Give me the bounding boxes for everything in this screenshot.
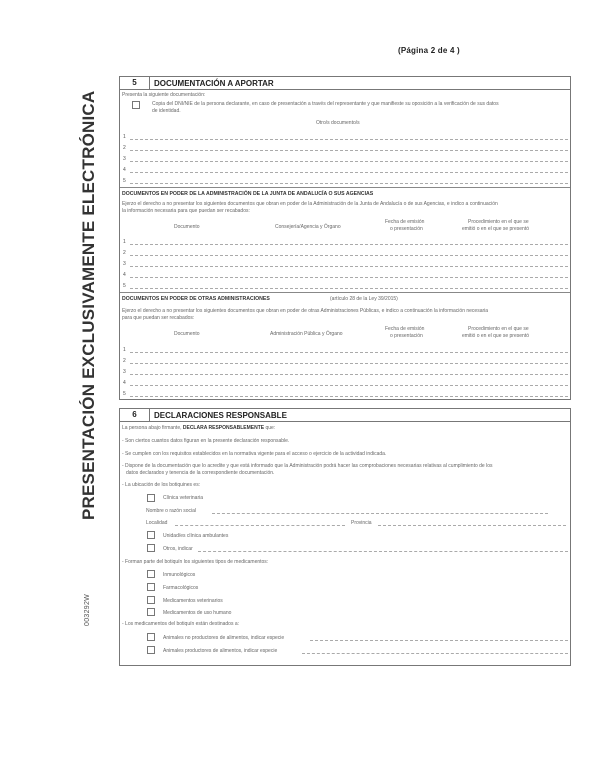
nombre-label: Nombre o razón social [146, 508, 197, 514]
otras-row-3[interactable] [130, 374, 568, 375]
declaration-line-6: - Los medicamentos del botiquín están destinados a: [122, 621, 240, 627]
divider [120, 292, 570, 293]
declaration-line-2: - Se cumplen con los requisitos establecidos en la normativa vigente para el acceso o ejercicio de la actividad indicada. [122, 451, 387, 457]
col-fecha-1: Fecha de emisión [385, 326, 425, 332]
other-doc-field-4[interactable] [130, 172, 568, 173]
col-procedimiento-2: emitió o en el que se presentó [462, 333, 529, 339]
junta-row-4[interactable] [130, 277, 568, 278]
page-indicator: (Página 2 de 4 ) [398, 46, 460, 55]
no-productores-label: Animales no productores de alimentos, indicar especie [163, 635, 285, 641]
provincia-field[interactable] [378, 525, 566, 526]
row-number: 1 [123, 134, 126, 140]
col-consejeria: Consejería/Agencia y Órgano [275, 224, 341, 230]
declaration-intro-a: La persona abajo firmante, [122, 425, 183, 431]
declaration-line-3a: - Dispone de la documentación que lo acredite y que está informado que la Administración podrá hacer las comprobaciones necesarias relativas al cumplimiento de los [122, 463, 493, 469]
junta-docs-text-1: Ejerzo el derecho a no presentar los siguientes documentos que obran en poder de la Administración de la Junta de Andalucía o de sus Agencias, e indico a continuación [122, 201, 498, 207]
localidad-field[interactable] [175, 525, 345, 526]
uso-humano-label: Medicamentos de uso humano [163, 610, 232, 616]
otras-docs-ref: (artículo 28 de la Ley 39/2015) [330, 296, 398, 302]
declaration-intro [122, 425, 275, 431]
declaration-line-4: - La ubicación de los botiquines es: [122, 482, 201, 488]
otras-row-4[interactable] [130, 385, 568, 386]
section-6-title: DECLARACIONES RESPONSABLE [154, 410, 287, 420]
col-procedimiento-2: emitió o en el que se presentó [462, 226, 529, 232]
veterinarios-label: Medicamentos veterinarios [163, 598, 223, 604]
col-documento: Documento [174, 331, 200, 337]
row-number: 3 [123, 261, 126, 267]
row-number: 1 [123, 347, 126, 353]
row-number: 4 [123, 167, 126, 173]
junta-row-5[interactable] [130, 288, 568, 289]
otras-row-2[interactable] [130, 363, 568, 364]
side-title: PRESENTACIÓN EXCLUSIVAMENTE ELECTRÓNICA [79, 90, 98, 520]
productores-label: Animales productores de alimentos, indicar especie [163, 648, 278, 654]
col-fecha-1: Fecha de emisión [385, 219, 425, 225]
nombre-field[interactable] [212, 513, 548, 514]
declaration-intro-c: que: [264, 425, 276, 431]
localidad-label: Localidad [146, 520, 168, 526]
otras-row-5[interactable] [130, 396, 568, 397]
col-procedimiento-1: Procedimiento en el que se [468, 219, 529, 225]
otras-docs-text-2: para que puedan ser recabados: [122, 315, 195, 321]
no-productores-field[interactable] [310, 640, 568, 641]
clinica-checkbox[interactable] [147, 494, 155, 502]
provincia-label: Provincia [351, 520, 372, 526]
otras-docs-text-1: Ejerzo el derecho a no presentar los siguientes documentos que obran en poder de otras Administraciones Públicas, e indico a continuación la información necesaria [122, 308, 489, 314]
other-doc-field-3[interactable] [130, 161, 568, 162]
unidades-checkbox[interactable] [147, 531, 155, 539]
section-5-header [120, 77, 570, 90]
row-number: 4 [123, 380, 126, 386]
section-5-documentation [119, 76, 571, 400]
row-number: 5 [123, 391, 126, 397]
section-6-number: 6 [120, 409, 150, 421]
col-fecha-2: o presentación [390, 333, 423, 339]
uso-humano-checkbox[interactable] [147, 608, 155, 616]
declaration-line-5: - Forman parte del botiquín los siguientes tipos de medicamentos: [122, 559, 269, 565]
junta-docs-text-2: la información necesaria para que puedan ser recabados: [122, 208, 250, 214]
section-6-declarations [119, 408, 571, 666]
farmacologicos-label: Farmacológicos [163, 585, 199, 591]
presenta-label: Presenta la siguiente documentación: [122, 92, 206, 98]
inmunologicos-checkbox[interactable] [147, 570, 155, 578]
row-number: 5 [123, 178, 126, 184]
row-number: 2 [123, 250, 126, 256]
row-number: 1 [123, 239, 126, 245]
dni-text-2: de identidad. [152, 108, 181, 114]
productores-checkbox[interactable] [147, 646, 155, 654]
form-code: 003292W [84, 593, 91, 626]
no-productores-checkbox[interactable] [147, 633, 155, 641]
col-documento: Documento [174, 224, 200, 230]
section-6-header [120, 409, 570, 422]
col-fecha-2: o presentación [390, 226, 423, 232]
row-number: 3 [123, 156, 126, 162]
row-number: 4 [123, 272, 126, 278]
otros-label: Otros, indicar [163, 546, 193, 552]
otros-field[interactable] [198, 551, 568, 552]
veterinarios-checkbox[interactable] [147, 596, 155, 604]
otros-checkbox[interactable] [147, 544, 155, 552]
other-doc-field-5[interactable] [130, 183, 568, 184]
productores-field[interactable] [302, 653, 568, 654]
clinica-label: Clínica veterinaria [163, 495, 204, 501]
junta-docs-title: DOCUMENTOS EN PODER DE LA ADMINISTRACIÓN DE LA JUNTA DE ANDALUCÍA O SUS AGENCIAS [122, 191, 374, 197]
other-docs-label: Otro/s documento/s [316, 120, 360, 126]
declaration-intro-b: DECLARA RESPONSABLEMENTE [182, 425, 265, 431]
junta-row-2[interactable] [130, 255, 568, 256]
junta-row-3[interactable] [130, 266, 568, 267]
row-number: 5 [123, 283, 126, 289]
junta-row-1[interactable] [130, 244, 568, 245]
col-procedimiento-1: Procedimiento en el que se [468, 326, 529, 332]
other-doc-field-1[interactable] [130, 139, 568, 140]
dni-checkbox[interactable] [132, 101, 140, 109]
divider [120, 187, 570, 188]
declaration-line-3b: datos declarados y tenencia de la correspondiente documentación. [126, 470, 275, 476]
section-5-title: DOCUMENTACIÓN A APORTAR [154, 78, 274, 88]
declaration-line-1: - Son ciertos cuantos datos figuran en la presente declaración responsable. [122, 438, 290, 444]
row-number: 2 [123, 145, 126, 151]
row-number: 2 [123, 358, 126, 364]
otras-row-1[interactable] [130, 352, 568, 353]
inmunologicos-label: Inmunológicos [163, 572, 196, 578]
other-doc-field-2[interactable] [130, 150, 568, 151]
otras-docs-title: DOCUMENTOS EN PODER DE OTRAS ADMINISTRACIONES [122, 296, 270, 302]
unidades-label: Unidad/es clínica ambulantes [163, 533, 229, 539]
farmacologicos-checkbox[interactable] [147, 583, 155, 591]
row-number: 3 [123, 369, 126, 375]
dni-text-1: Copia del DNI/NIE de la persona declarante, en caso de presentación a través del representante y que manifieste su oposición a la verificación de sus datos [152, 101, 499, 107]
section-5-number: 5 [120, 77, 150, 89]
col-administracion: Administración Pública y Órgano [270, 331, 343, 337]
